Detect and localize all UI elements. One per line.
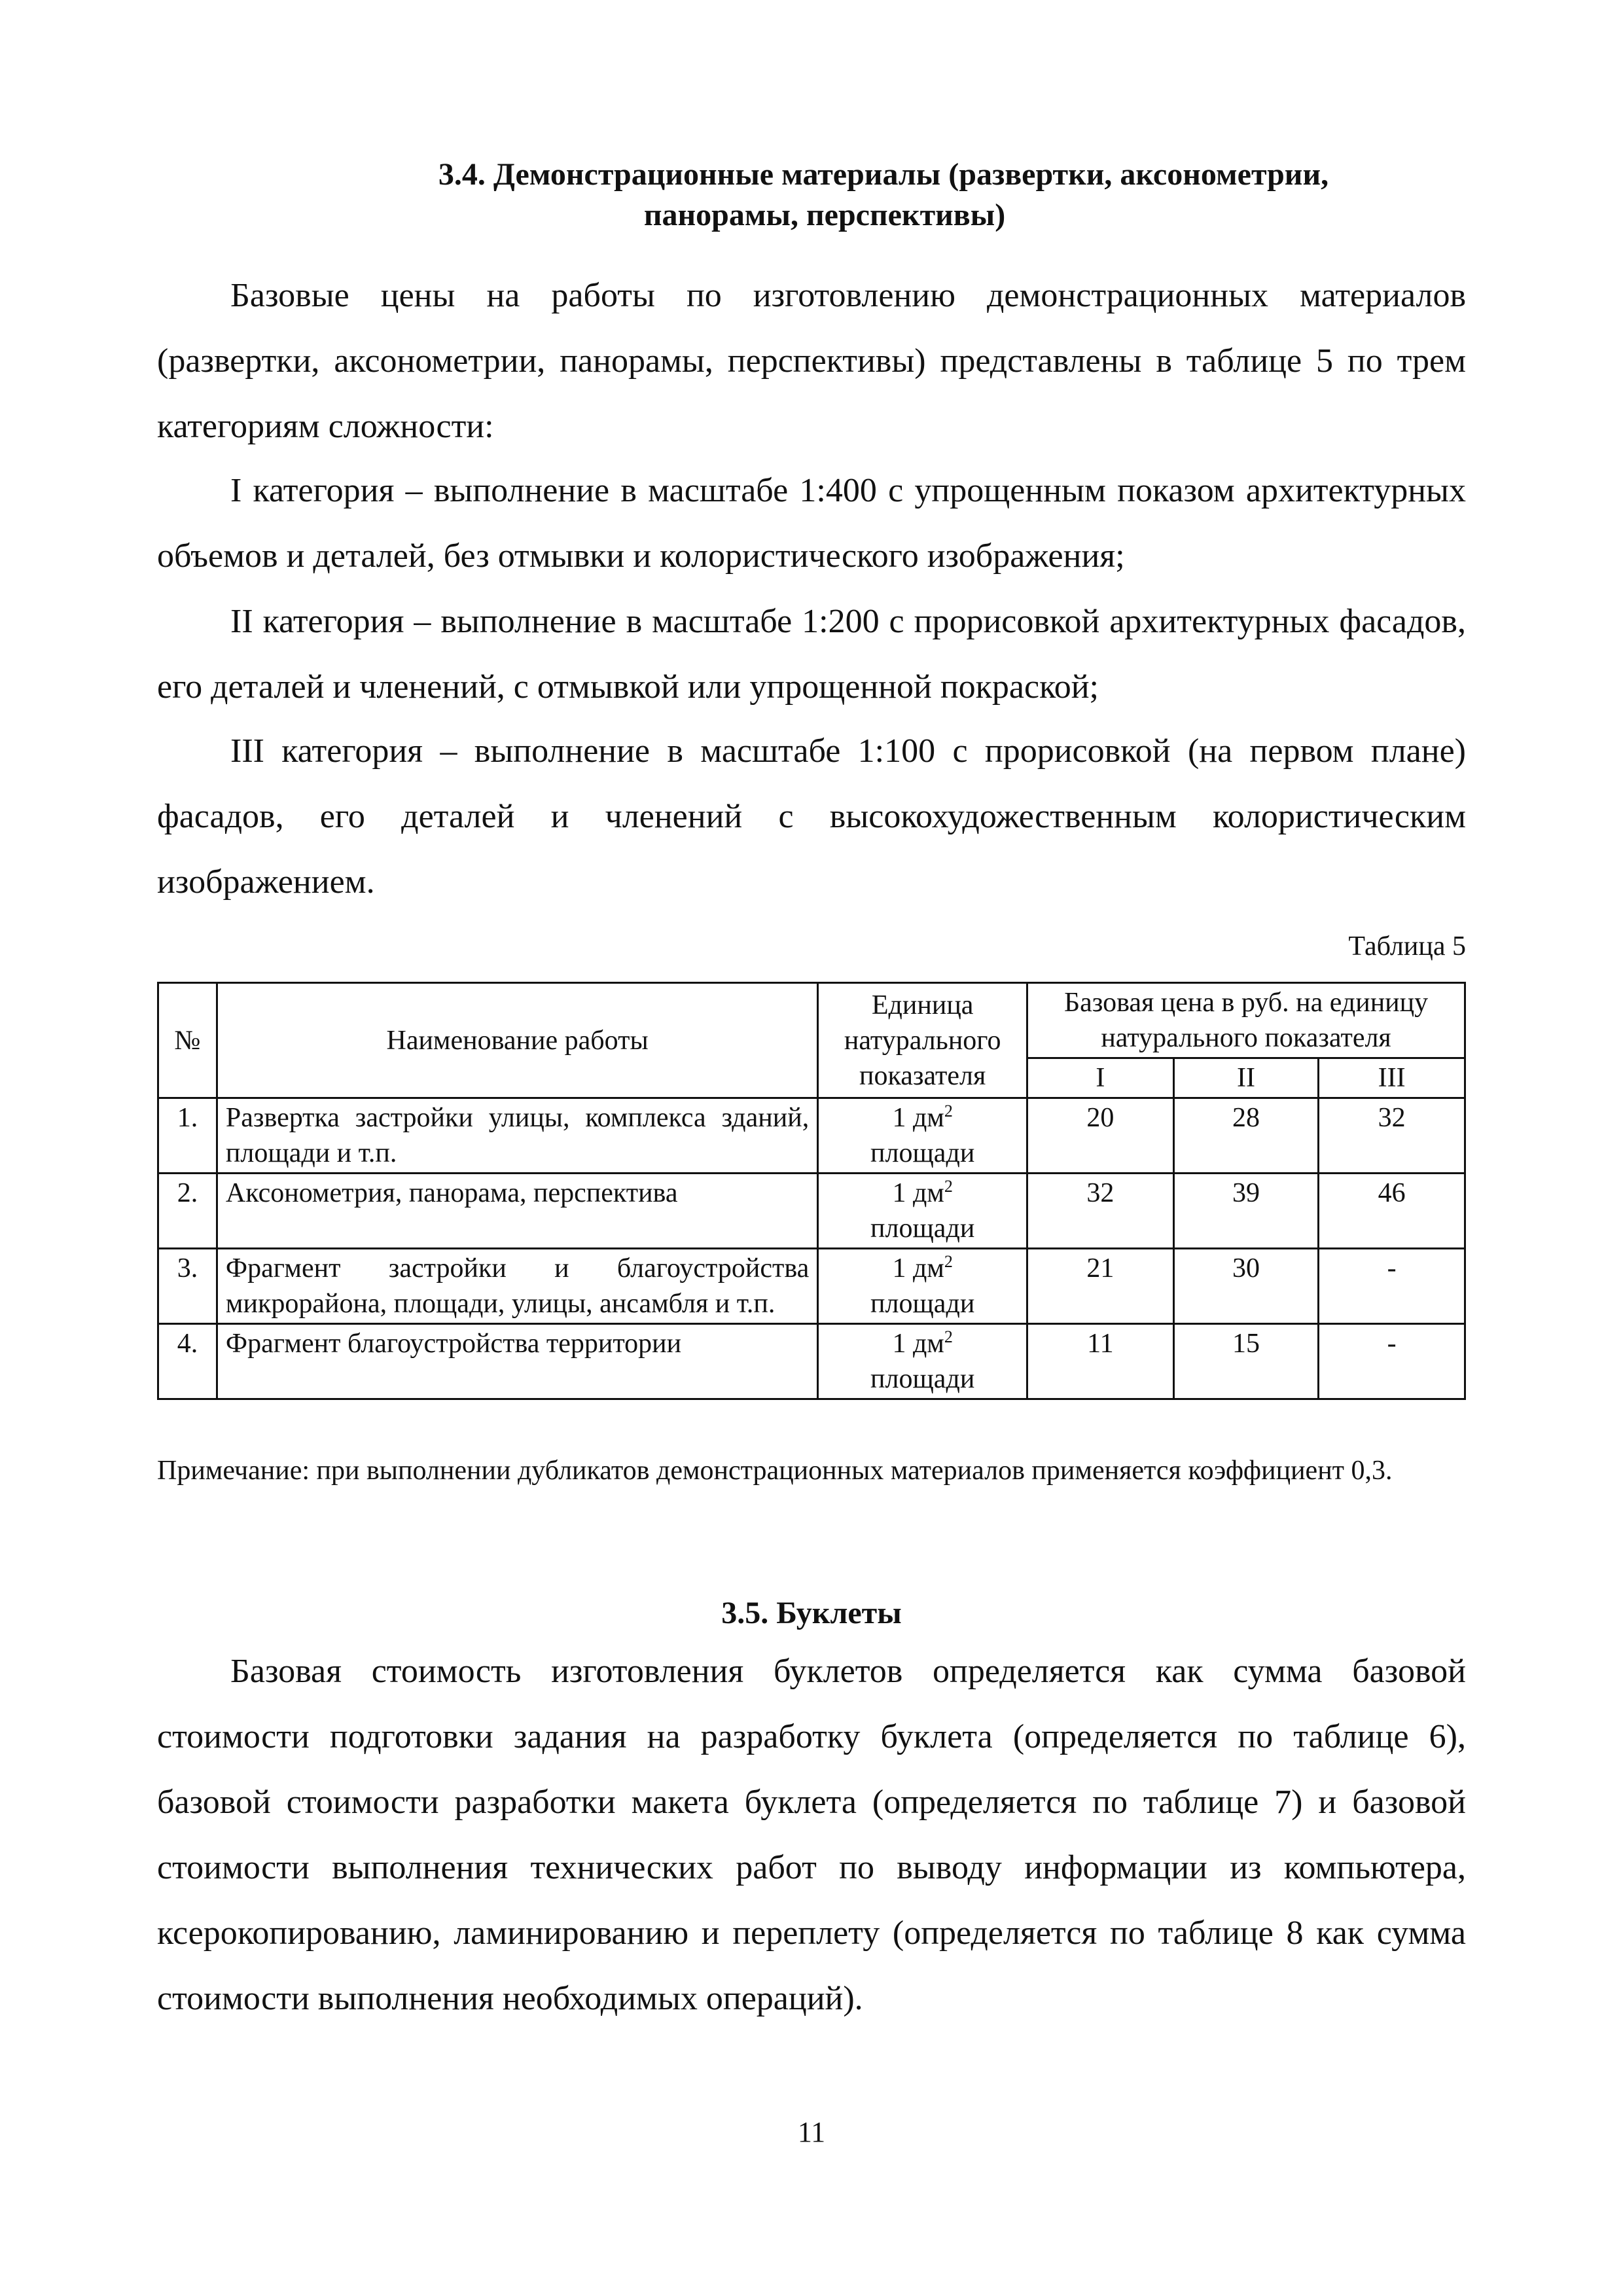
table-header-row — [158, 983, 1465, 1058]
table-row — [158, 1098, 1465, 1174]
row-value-cat2: 15 — [1173, 1324, 1319, 1399]
header-cat1: I — [1027, 1058, 1174, 1098]
row-unit: 1 $дм^2$ площади — [818, 1324, 1027, 1399]
header-num: № — [158, 983, 217, 1098]
row-unit: 1 $дм^2$ площади — [818, 1098, 1027, 1174]
header-unit: Единица натурального показателя — [818, 983, 1027, 1098]
category-1-paragraph: I категория – выполнение в масштабе 1:400 с упрощенным показом архитектурных объемов и деталей, без отмывки и колористического изображения; — [157, 472, 1466, 575]
table-row — [158, 1324, 1465, 1399]
table-row — [158, 1249, 1465, 1324]
category-2-paragraph: II категория – выполнение в масштабе 1:200 с прорисовкой архитектурных фасадов, его деталей и членений, с отмывкой или упрощенной покраской; — [157, 603, 1466, 706]
row-unit: 1 $дм^2$ площади — [818, 1249, 1027, 1324]
section-3-5-title: 3.5. Буклеты — [721, 1596, 902, 1630]
row-value-cat2: 30 — [1173, 1249, 1319, 1324]
category-3-paragraph: III категория – выполнение в масштабе 1:100 с прорисовкой (на первом плане) фасадов, его деталей и членений с высокохудожественным колористическим изображением. — [157, 732, 1466, 901]
header-cat3: III — [1319, 1058, 1465, 1098]
row-value-cat3: 32 — [1319, 1098, 1465, 1174]
row-name: Развертка застройки улицы, комплекса зданий, площади и т.п. — [217, 1098, 817, 1174]
row-name: Аксонометрия, панорама, перспектива — [217, 1174, 817, 1249]
section-3-4-title-line1: 3.4. Демонстрационные материалы (развертки, аксонометрии, — [438, 157, 1329, 192]
row-value-cat2: 28 — [1173, 1098, 1319, 1174]
row-name: Фрагмент благоустройства территории — [217, 1324, 817, 1399]
row-value-cat1: 32 — [1027, 1174, 1174, 1249]
table-5 — [157, 982, 1466, 1400]
row-value-cat1: 21 — [1027, 1249, 1174, 1324]
row-value-cat1: 20 — [1027, 1098, 1174, 1174]
row-value-cat3: 46 — [1319, 1174, 1465, 1249]
row-num: 3. — [158, 1249, 217, 1324]
table-5-caption: Таблица 5 — [1348, 931, 1466, 961]
row-value-cat1: 11 — [1027, 1324, 1174, 1399]
row-num: 4. — [158, 1324, 217, 1399]
section-3-4-title — [0, 154, 1623, 236]
section-3-4-title-line2: панорамы, перспективы) — [643, 198, 1006, 232]
row-value-cat3: - — [1319, 1249, 1465, 1324]
header-cat2: II — [1173, 1058, 1319, 1098]
row-num: 2. — [158, 1174, 217, 1249]
row-name: Фрагмент застройки и благоустройства микрорайона, площади, улицы, ансамбля и т.п. — [217, 1249, 817, 1324]
header-name: Наименование работы — [217, 983, 817, 1098]
row-num: 1. — [158, 1098, 217, 1174]
row-value-cat3: - — [1319, 1324, 1465, 1399]
booklets-paragraph: Базовая стоимость изготовления буклетов определяется как сумма базовой стоимости подготовки задания на разработку буклета (определяется по таблице 6), базовой стоимости разработки макета буклета (определяется по таблице 7) и базовой стоимости выполнения технических работ по выводу информации из компьютера, ксерокопированию, ламинированию и переплету (определяется по таблице 8 как сумма стоимости выполнения необходимых операций). — [157, 1653, 1466, 2017]
intro-paragraph: Базовые цены на работы по изготовлению демонстрационных материалов (развертки, аксонометрии, панорамы, перспективы) представлены в таблице 5 по трем категориям сложности: — [157, 277, 1466, 445]
table-5-note: Примечание: при выполнении дубликатов демонстрационных материалов применяется коэффициент 0,3. — [157, 1456, 1393, 1486]
row-unit: 1 $дм^2$ площади — [818, 1174, 1027, 1249]
row-value-cat2: 39 — [1173, 1174, 1319, 1249]
table-row — [158, 1174, 1465, 1249]
page-number: 11 — [797, 2116, 826, 2148]
header-price: Базовая цена в руб. на единицу натурального показателя — [1027, 983, 1465, 1058]
